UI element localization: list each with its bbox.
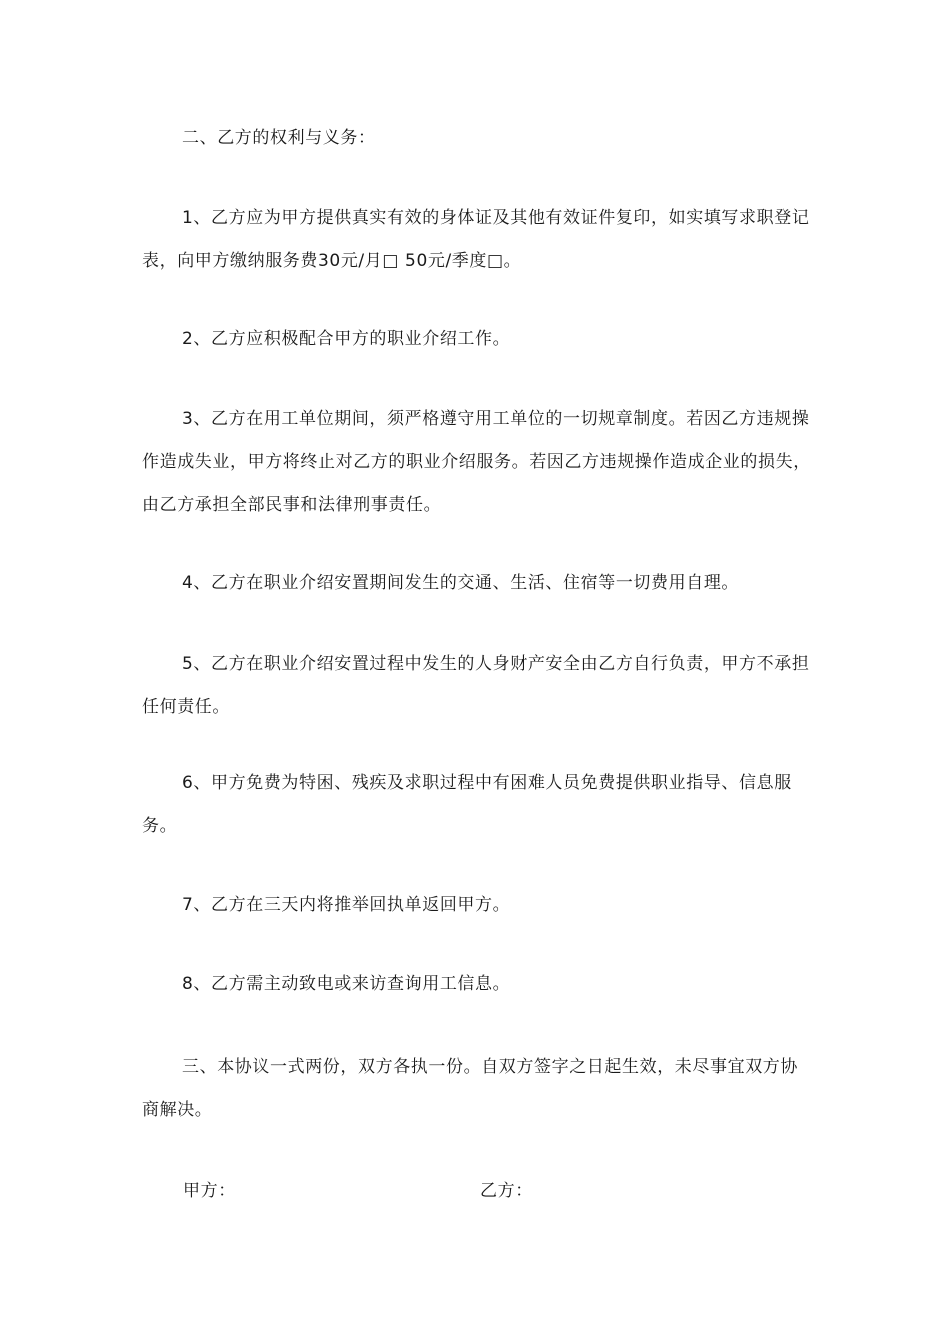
party-b-signature-label: 乙方： [480,1181,533,1201]
list-item: 1、乙方应为甲方提供真实有效的身体证及其他有效证件复印，如实填写求职登记表，向甲方缴纳服务费30元/月□ 50元/季度□。 [142,208,810,271]
list-item: 2、乙方应积极配合甲方的职业介绍工作。 [182,329,511,349]
list-item: 5、乙方在职业介绍安置过程中发生的人身财产安全由乙方自行负责，甲方不承担任何责任。 [142,654,810,717]
list-item: 8、乙方需主动致电或来访查询用工信息。 [182,974,511,994]
list-item: 4、乙方在职业介绍安置期间发生的交通、生活、住宿等一切费用自理。 [182,573,740,593]
list-item: 3、乙方在用工单位期间，须严格遵守用工单位的一切规章制度。若因乙方违规操作造成失业，甲方将终止对乙方的职业介绍服务。若因乙方违规操作造成企业的损失，由乙方承担全部民事和法律刑事责任。 [142,409,811,515]
section-two-heading: 二、乙方的权利与义务： [182,128,376,148]
section-three: 三、本协议一式两份，双方各执一份。自双方签字之日起生效，未尽事宜双方协商解决。 [142,1057,798,1120]
list-item: 7、乙方在三天内将推举回执单返回甲方。 [182,895,511,915]
list-item: 6、甲方免费为特困、残疾及求职过程中有困难人员免费提供职业指导、信息服务。 [142,773,792,836]
party-a-signature-label: 甲方： [183,1181,236,1201]
